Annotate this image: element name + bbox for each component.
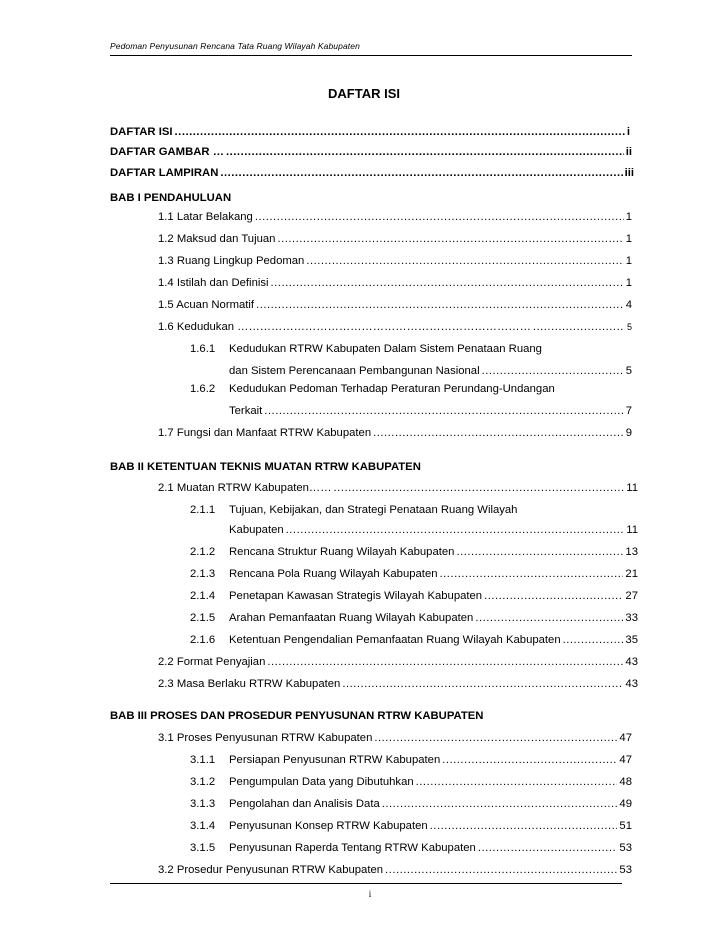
header-rule bbox=[110, 55, 632, 56]
toc-number-2-1-4: 2.1.4 bbox=[190, 590, 216, 602]
toc-entry-3-2[interactable]: 3.2 Prosedur Penyusunan RTRW Kabupaten ..... 53 bbox=[158, 864, 632, 876]
chapter-heading-bab-3: BAB III PROSES DAN PROSEDUR PENYUSUNAN RTRW KABUPATEN bbox=[110, 710, 484, 722]
toc-number-1-6-1: 1.6.1 bbox=[190, 343, 216, 355]
toc-entry-3-1-5[interactable]: Penyusunan Raperda Tentang RTRW Kabupaten ..... 53 bbox=[229, 842, 632, 854]
toc-entry-1-2[interactable]: 1.2 Maksud dan Tujuan ..... 1 bbox=[158, 233, 632, 245]
toc-entry-2-3[interactable]: 2.3 Masa Berlaku RTRW Kabupaten ..... 43 bbox=[158, 678, 638, 690]
toc-entry-1-5[interactable]: 1.5 Acuan Normatif ..... 4 bbox=[158, 299, 632, 311]
toc-entry-3-1-1[interactable]: Persiapan Penyusunan RTRW Kabupaten ..... 47 bbox=[229, 754, 632, 766]
toc-number-1-6-2: 1.6.2 bbox=[190, 383, 216, 395]
toc-entry-2-1[interactable]: 2.1 Muatan RTRW Kabupaten…… ..... 11 bbox=[158, 482, 638, 494]
toc-entry-1-3[interactable]: 1.3 Ruang Lingkup Pedoman ..... 1 bbox=[158, 255, 632, 267]
toc-number-3-1-2: 3.1.2 bbox=[190, 776, 216, 788]
toc-number-3-1-3: 3.1.3 bbox=[190, 798, 216, 810]
toc-number-2-1-1: 2.1.1 bbox=[190, 504, 216, 516]
toc-entry-2-1-3[interactable]: Rencana Pola Ruang Wilayah Kabupaten ..... 21 bbox=[229, 568, 638, 580]
toc-entry-daftar-lampiran[interactable]: DAFTAR LAMPIRAN ..... iii bbox=[110, 167, 634, 179]
page-title: DAFTAR ISI bbox=[328, 86, 400, 101]
toc-entry-2-2[interactable]: 2.2 Format Penyajian ..... 43 bbox=[158, 656, 638, 668]
toc-entry-2-1-1-line1[interactable]: Tujuan, Kebijakan, dan Strategi Penataan Ruang Wilayah bbox=[229, 504, 518, 516]
toc-entry-3-1-4[interactable]: Penyusunan Konsep RTRW Kabupaten ..... 51 bbox=[229, 820, 632, 832]
toc-number-3-1-1: 3.1.1 bbox=[190, 754, 216, 766]
toc-entry-daftar-isi[interactable]: DAFTAR ISI ..... i bbox=[110, 126, 630, 138]
chapter-heading-bab-1: BAB I PENDAHULUAN bbox=[110, 192, 232, 204]
toc-entry-3-1-3[interactable]: Pengolahan dan Analisis Data ..... 49 bbox=[229, 798, 632, 810]
toc-entry-1-6-2-line1[interactable]: Kedudukan Pedoman Terhadap Peraturan Perundang-Undangan bbox=[229, 383, 555, 395]
toc-entry-1-7[interactable]: 1.7 Fungsi dan Manfaat RTRW Kabupaten ..... 9 bbox=[158, 427, 632, 439]
toc-number-2-1-3: 2.1.3 bbox=[190, 568, 216, 580]
toc-entry-2-1-6[interactable]: Ketentuan Pengendalian Pemanfaatan Ruang Wilayah Kabupaten ..... 35 bbox=[229, 634, 638, 646]
toc-entry-2-1-4[interactable]: Penetapan Kawasan Strategis Wilayah Kabupaten ..... 27 bbox=[229, 590, 638, 602]
toc-entry-1-1[interactable]: 1.1 Latar Belakang ..... 1 bbox=[158, 211, 632, 223]
toc-entry-1-6-1[interactable]: dan Sistem Perencanaan Pembangunan Nasional ..... 5 bbox=[229, 365, 632, 377]
toc-number-2-1-6: 2.1.6 bbox=[190, 634, 216, 646]
toc-entry-1-6-1-line1[interactable]: Kedudukan RTRW Kabupaten Dalam Sistem Penataan Ruang bbox=[229, 343, 542, 355]
toc-entry-1-4[interactable]: 1.4 Istilah dan Definisi ..... 1 bbox=[158, 277, 632, 289]
footer-rule bbox=[110, 883, 622, 884]
toc-entry-3-1-2[interactable]: Pengumpulan Data yang Dibutuhkan ..... 48 bbox=[229, 776, 632, 788]
toc-number-3-1-5: 3.1.5 bbox=[190, 842, 216, 854]
toc-entry-2-1-5[interactable]: Arahan Pemanfaatan Ruang Wilayah Kabupaten ..... 33 bbox=[229, 612, 638, 624]
toc-entry-2-1-2[interactable]: Rencana Struktur Ruang Wilayah Kabupaten ..... 13 bbox=[229, 546, 638, 558]
running-header: Pedoman Penyusunan Rencana Tata Ruang Wilayah Kabupaten bbox=[110, 41, 360, 51]
toc-entry-daftar-gambar[interactable]: DAFTAR GAMBAR … ..... ii bbox=[110, 146, 632, 158]
footer-page-number: i bbox=[368, 889, 372, 899]
toc-entry-3-1[interactable]: 3.1 Proses Penyusunan RTRW Kabupaten ..... 47 bbox=[158, 732, 632, 744]
toc-number-2-1-2: 2.1.2 bbox=[190, 546, 216, 558]
toc-entry-1-6-2[interactable]: Terkait ..... 7 bbox=[229, 405, 632, 417]
toc-entry-2-1-1[interactable]: Kabupaten ..... 11 bbox=[229, 524, 638, 536]
chapter-heading-bab-2: BAB II KETENTUAN TEKNIS MUATAN RTRW KABUPATEN bbox=[110, 461, 421, 473]
toc-number-2-1-5: 2.1.5 bbox=[190, 612, 216, 624]
toc-number-3-1-4: 3.1.4 bbox=[190, 820, 216, 832]
toc-entry-1-6[interactable]: 1.6 Kedudukan …………………………………………………………………… ..... 5 bbox=[158, 321, 632, 333]
